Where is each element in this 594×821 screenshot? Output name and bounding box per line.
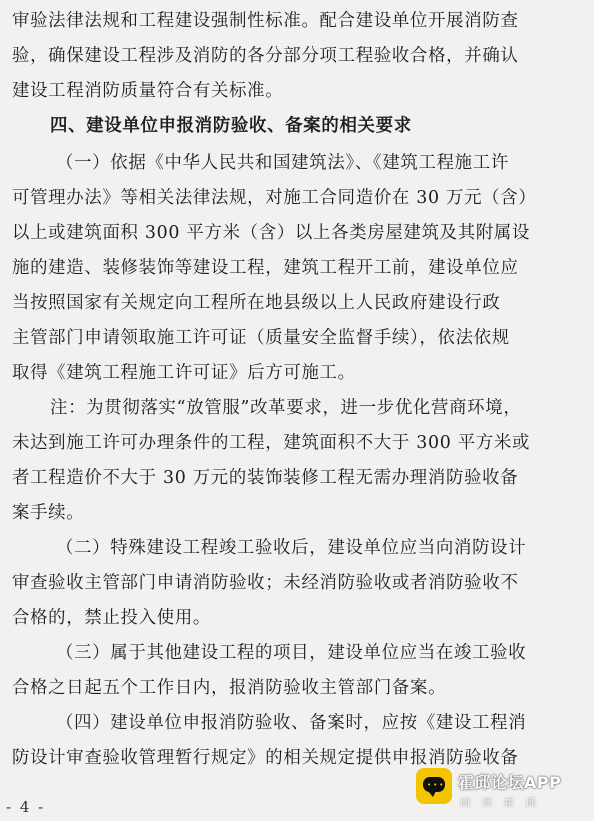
page-number: - 4 - <box>6 798 46 816</box>
app-watermark <box>416 764 592 816</box>
watermark-subtitle: 阅读霍邱 <box>460 798 548 809</box>
chat-bubble-icon: ••• <box>416 768 452 804</box>
text-line: 验，确保建设工程涉及消防的各分部分项工程验收合格，并确认 <box>12 46 519 66</box>
text-line: 审查验收主管部门申请消防验收；未经消防验收或者消防验收不 <box>12 573 519 593</box>
text-line: 施的建造、装修装饰等建设工程，建筑工程开工前，建设单位应 <box>12 258 519 278</box>
text-line: 者工程造价不大于 30 万元的装饰装修工程无需办理消防验收备 <box>12 468 519 488</box>
text-line: 建设工程消防质量符合有关标准。 <box>12 81 284 101</box>
text-line: 案手续。 <box>12 503 85 523</box>
watermark-title: 霍邱论坛APP <box>458 773 562 792</box>
text-line: 合格的，禁止投入使用。 <box>12 608 211 628</box>
note-line: 注：为贯彻落实“放管服”改革要求，进一步优化营商环境， <box>50 398 522 418</box>
section-heading: 四、建设单位申报消防验收、备案的相关要求 <box>50 116 412 136</box>
text-line: （三）属于其他建设工程的项目，建设单位应当在竣工验收 <box>56 643 527 663</box>
text-line: 可管理办法》等相关法律法规，对施工合同造价在 30 万元（含） <box>12 188 537 208</box>
text-line: 以上或建筑面积 300 平方米（含）以上各类房屋建筑及其附属设 <box>12 223 531 243</box>
text-line: 当按照国家有关规定向工程所在地县级以上人民政府建设行政 <box>12 293 501 313</box>
text-line: （一）依据《中华人民共和国建筑法》、《建筑工程施工许 <box>56 153 509 173</box>
text-line: 合格之日起五个工作日内，报消防验收主管部门备案。 <box>12 678 447 698</box>
text-line: （二）特殊建设工程竣工验收后，建设单位应当向消防设计 <box>56 538 527 558</box>
text-line: 防设计审查验收管理暂行规定》的相关规定提供申报消防验收备 <box>12 748 519 768</box>
text-line: （四）建设单位申报消防验收、备案时，应按《建设工程消 <box>56 713 527 733</box>
text-line: 未达到施工许可办理条件的工程，建筑面积不大于 300 平方米或 <box>12 433 531 453</box>
text-line: 取得《建筑工程施工许可证》后方可施工。 <box>12 363 356 383</box>
text-line: 审验法律法规和工程建设强制性标准。配合建设单位开展消防查 <box>12 11 519 31</box>
text-line: 主管部门申请领取施工许可证（质量安全监督手续），依法依规 <box>12 328 510 348</box>
